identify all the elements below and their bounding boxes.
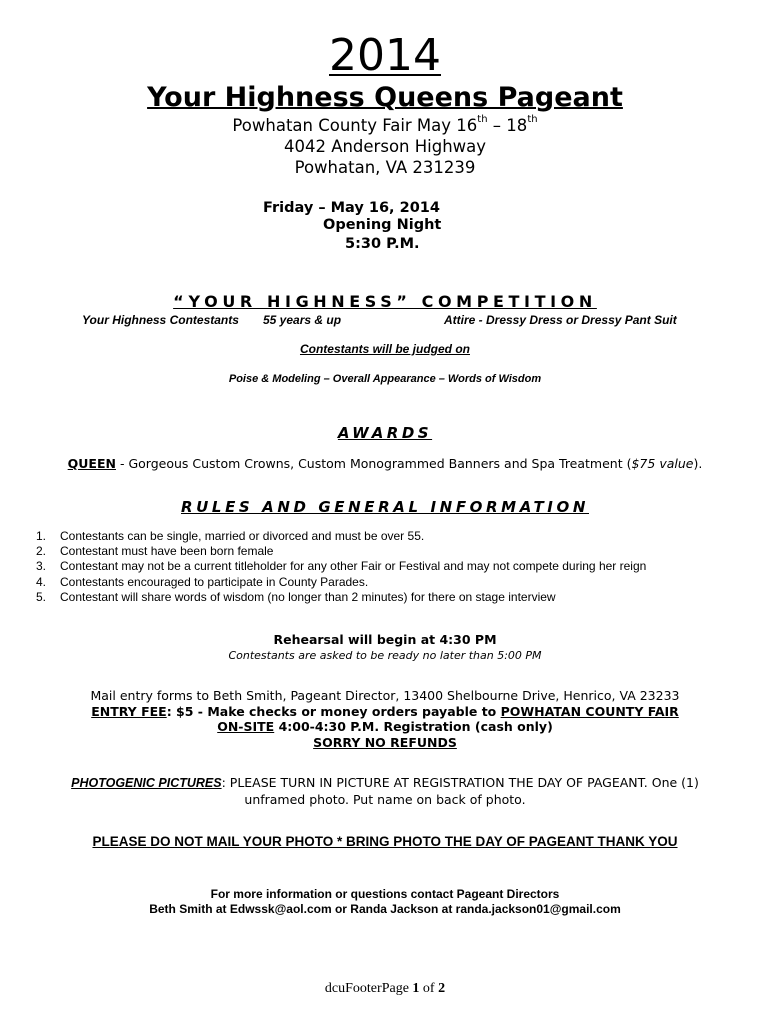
contact-line: For more information or questions contact Pageant Directors — [210, 887, 560, 901]
photogenic-line-2: unframed photo. Put name on back of photo. — [244, 792, 526, 807]
page-footer: dcuFooterPage 1 of 2 — [324, 981, 446, 996]
photo-notice: PLEASE DO NOT MAIL YOUR PHOTO * BRING PHOTO THE DAY OF PAGEANT THANK YOU — [92, 834, 678, 849]
page-title: Your Highness Queens Pageant — [147, 82, 623, 113]
competition-heading: “YOUR HIGHNESS” COMPETITION — [173, 292, 597, 311]
judging-heading: Contestants will be judged on — [299, 342, 470, 356]
document-page: 2014 Your Highness Queens Pageant Powhatan County Fair May 16th – 18th 4042 Anderson Highway Powhatan, VA 231239 Friday – May 16, 2014 Opening Night 5:30 P.M. “YOUR HIGHNESS” COMPETITION Your Highness Contestants 55 years & up Attire - Dressy Dress or Dressy Pant Suit Contestants will be judged on Poise & Modeling – Overall Appearance – Words of Wisdom AWARDS QUEEN - Gorgeous Custom Crowns, Custom Monogrammed Banners and Spa Treatment ($75 value). RULES AND GENERAL INFORMATION 1. Contestants can be single, married or divorced and must be over 55. 2. Contestant must have been born female 3. Contestant may not be a current titleholder for any other Fair or Festival and may not compete during her reign 4. Contestants encouraged to participate in County Parades. 5. Contestant will share words of wisdom (no longer than 2 minutes) for there on stage interview Rehearsal will begin at 4:30 PM Contestants are asked to be ready no later than 5:00 PM Mail entry forms to Beth Smith, Pageant Director, 13400 Shelbourne Drive, Henrico, VA 23233 ENTRY FEE: $5 - Make checks or money orders payable to POWHATAN COUNTY FAIR ON-SITE 4:00-4:30 P.M. Registration (cash only) SORRY NO REFUNDS PHOTOGENIC PICTURES: PLEASE TURN IN PICTURE AT REGISTRATION THE DAY OF PAGEANT. One (1) unframed photo. Put name on back of photo. PLEASE DO NOT MAIL YOUR PHOTO * BRING PHOTO THE DAY OF PAGEANT THANK YOU For more information or questions contact Pageant Directors Beth Smith at Edwssk@aol.com or Randa Jackson at randa.jackson01@gmail.com dcuFooterPage 1 of 2 — [0, 0, 770, 1024]
judging-criteria: Poise & Modeling – Overall Appearance – Words of Wisdom — [228, 373, 542, 385]
awards-heading: AWARDS — [337, 424, 433, 442]
event-year: 2014 — [329, 30, 441, 81]
entry-fee-line: ENTRY FEE: $5 - Make checks or money orders payable to POWHATAN COUNTY FAIR — [91, 704, 679, 719]
onsite-registration-line: ON-SITE 4:00-4:30 P.M. Registration (cash only) — [217, 719, 553, 734]
contestant-category: Your Highness Contestants — [82, 313, 239, 327]
event-name: Opening Night — [323, 217, 442, 233]
mail-entry-line: Mail entry forms to Beth Smith, Pageant Director, 13400 Shelbourne Drive, Henrico, VA 23233 — [90, 688, 680, 703]
rehearsal-note: Contestants are asked to be ready no later than 5:00 PM — [228, 649, 542, 662]
queen-award: QUEEN - Gorgeous Custom Crowns, Custom Monogrammed Banners and Spa Treatment ($75 value). — [67, 456, 703, 471]
city-address: Powhatan, VA 231239 — [294, 158, 476, 177]
rehearsal-time: Rehearsal will begin at 4:30 PM — [273, 632, 497, 647]
photogenic-line: PHOTOGENIC PICTURES: PLEASE TURN IN PICTURE AT REGISTRATION THE DAY OF PAGEANT. One (1) — [71, 775, 699, 790]
street-address: 4042 Anderson Highway — [283, 137, 487, 156]
attire-requirement: Attire - Dressy Dress or Dressy Pant Suit — [444, 313, 677, 327]
rules-heading: RULES AND GENERAL INFORMATION — [181, 498, 589, 516]
event-time: 5:30 P.M. — [345, 236, 420, 252]
contact-emails: Beth Smith at Edwssk@aol.com or Randa Jackson at randa.jackson01@gmail.com — [149, 902, 621, 916]
event-date: Friday – May 16, 2014 — [263, 200, 440, 216]
no-refunds-notice: SORRY NO REFUNDS — [313, 735, 457, 750]
venue-line: Powhatan County Fair May 16th – 18th — [232, 114, 538, 135]
contestant-age: 55 years & up — [263, 313, 342, 327]
